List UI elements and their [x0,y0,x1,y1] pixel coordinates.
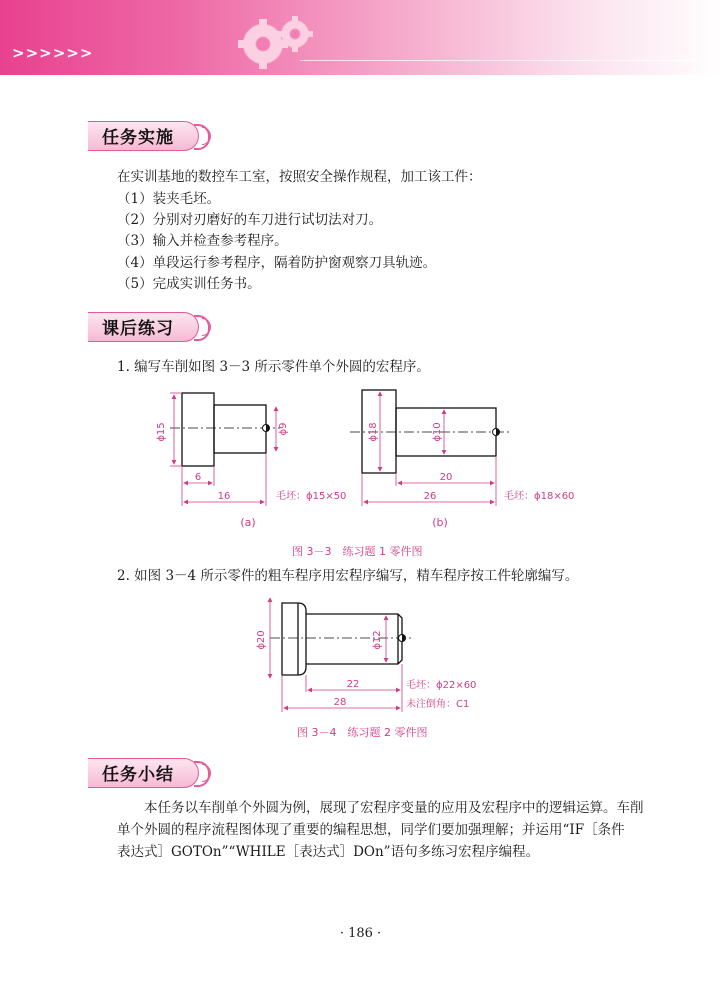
section-title: 任务小结 [102,765,174,785]
blank-b: 毛坯：ϕ18×60 [504,491,575,502]
chamfer-note: 未注倒角：C1 [406,699,470,710]
summary-line: 单个外圆的程序流程图体现了重要的编程思想，同学们要加强理解；并运用“IF［条件 [117,822,625,838]
question-2: 2. 如图 3－4 所示零件的粗车程序用宏程序编写，精车程序按工件轮廓编写。 [117,568,579,584]
dim-a-head-length: 6 [194,472,202,483]
dim-b-small-length: 20 [439,472,453,483]
figure-3-3-caption: 图 3－3 练习题 1 零件图 [292,545,423,558]
gear-icon [225,6,335,76]
blank-3-4: 毛坯：ϕ22×60 [406,680,477,691]
step-item: （3）输入并检查参考程序。 [117,233,288,249]
part-drawing-a [182,393,266,466]
step-item: （1）装夹毛坯。 [117,191,221,207]
dim-b-small-dia: ϕ10 [432,422,443,442]
figure-3-4-caption: 图 3－4 练习题 2 零件图 [297,726,428,739]
part-drawing-3-4 [282,603,402,675]
section1-intro: 在实训基地的数控车工室，按照安全操作规程，加工该工件： [117,169,482,185]
part-drawing-b [362,390,496,473]
banner-rule [300,60,720,61]
summary-line: 表达式］GOTOn”“WHILE［表达式］DOn”语句多练习宏程序编程。 [117,844,540,860]
dim-3-4-big-dia: ϕ20 [256,630,267,650]
page-number: · 186 · [339,926,382,941]
step-item: （4）单段运行参考程序，隔着防护窗观察刀具轨迹。 [117,255,437,271]
dim-b-total-length: 26 [423,491,437,502]
dim-3-4-total-length: 28 [333,697,347,708]
dim-a-big-dia: ϕ15 [156,422,167,442]
label-a: (a) [240,516,256,529]
dim-a-small-dia: ϕ9 [278,422,289,436]
figure-3-4 [240,590,500,715]
section-title: 课后练习 [102,319,174,339]
dim-3-4-small-dia: ϕ12 [372,630,383,650]
label-b: (b) [432,516,448,529]
step-item: （2）分别对刃磨好的车刀进行试切法对刀。 [117,212,383,228]
dim-b-big-dia: ϕ18 [368,422,379,442]
section-header-exercises [88,312,212,342]
dim-3-4-small-length: 22 [346,679,360,690]
dim-a-total-length: 16 [217,491,231,502]
section-title: 任务实施 [102,128,174,148]
figure-3-3 [140,380,580,530]
header-banner [0,0,721,75]
summary-line: 本任务以车削单个外圆为例，展现了宏程序变量的应用及宏程序中的逻辑运算。车削 [117,800,644,816]
chevron-decoration: >>>>>> [12,44,94,62]
blank-a: 毛坯：ϕ15×50 [276,491,347,502]
question-1: 1. 编写车削如图 3－3 所示零件单个外圆的宏程序。 [117,359,430,375]
step-item: （5）完成实训任务书。 [117,276,261,292]
section-header-summary [88,758,212,788]
section-header-task-implementation [88,121,212,151]
